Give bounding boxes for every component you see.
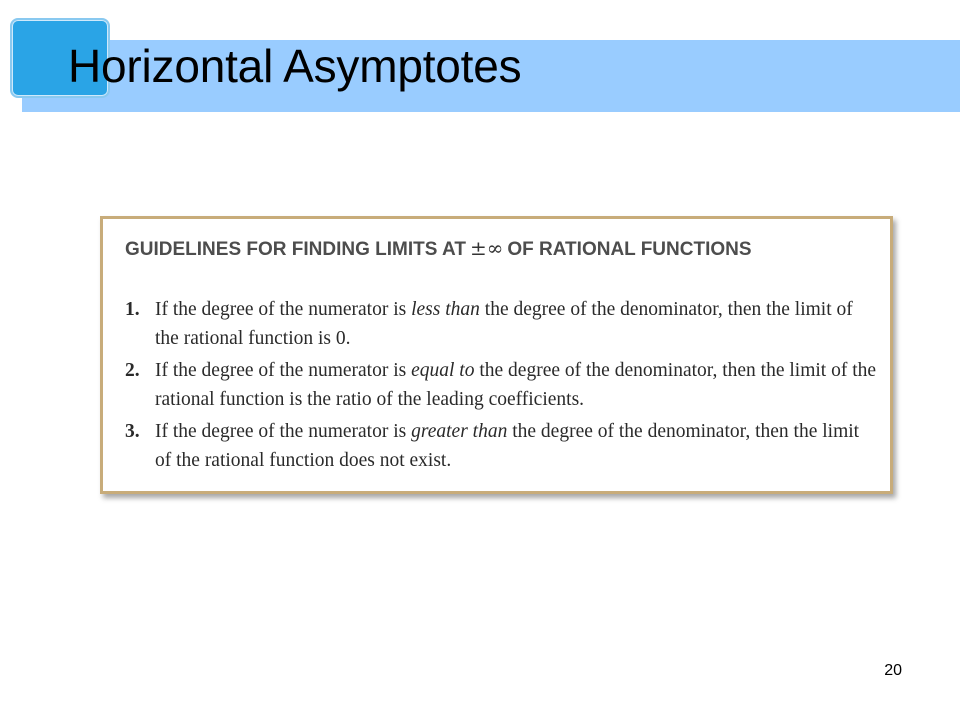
guideline-text-before: If the degree of the numerator is bbox=[155, 360, 412, 381]
guideline-text-after: the degree of the denominator, then the limit of the rational function does not exist. bbox=[155, 421, 860, 471]
guideline-number: 1. bbox=[125, 299, 140, 320]
heading-text-start: GUIDELINES FOR FINDING LIMITS AT bbox=[125, 239, 466, 260]
page-number: 20 bbox=[884, 662, 902, 679]
plus-minus-infinity-symbol: ±∞ bbox=[469, 236, 504, 260]
guideline-text bbox=[155, 417, 877, 475]
guideline-item bbox=[125, 417, 877, 475]
heading-text-end: OF RATIONAL FUNCTIONS bbox=[507, 239, 752, 260]
slide-title: Horizontal Asymptotes bbox=[68, 40, 522, 92]
guideline-item bbox=[125, 295, 877, 353]
guideline-number: 3. bbox=[125, 421, 140, 442]
guidelines-heading bbox=[125, 235, 865, 263]
guideline-emphasis: greater than bbox=[411, 421, 508, 442]
guideline-text bbox=[155, 295, 877, 353]
guideline-text-before: If the degree of the numerator is bbox=[155, 299, 412, 320]
guideline-emphasis: equal to bbox=[411, 360, 475, 381]
guidelines-list bbox=[125, 295, 877, 478]
guideline-number: 2. bbox=[125, 360, 140, 381]
guideline-item bbox=[125, 356, 877, 414]
guideline-text-before: If the degree of the numerator is bbox=[155, 421, 412, 442]
guidelines-box bbox=[100, 216, 893, 494]
guideline-text-after: the degree of the denominator, then the limit of the rational function is 0. bbox=[155, 299, 853, 349]
guideline-text bbox=[155, 356, 877, 414]
guideline-emphasis: less than bbox=[411, 299, 480, 320]
guideline-text-after: the degree of the denominator, then the limit of the rational function is the ratio of the leading coefficients. bbox=[155, 360, 877, 410]
